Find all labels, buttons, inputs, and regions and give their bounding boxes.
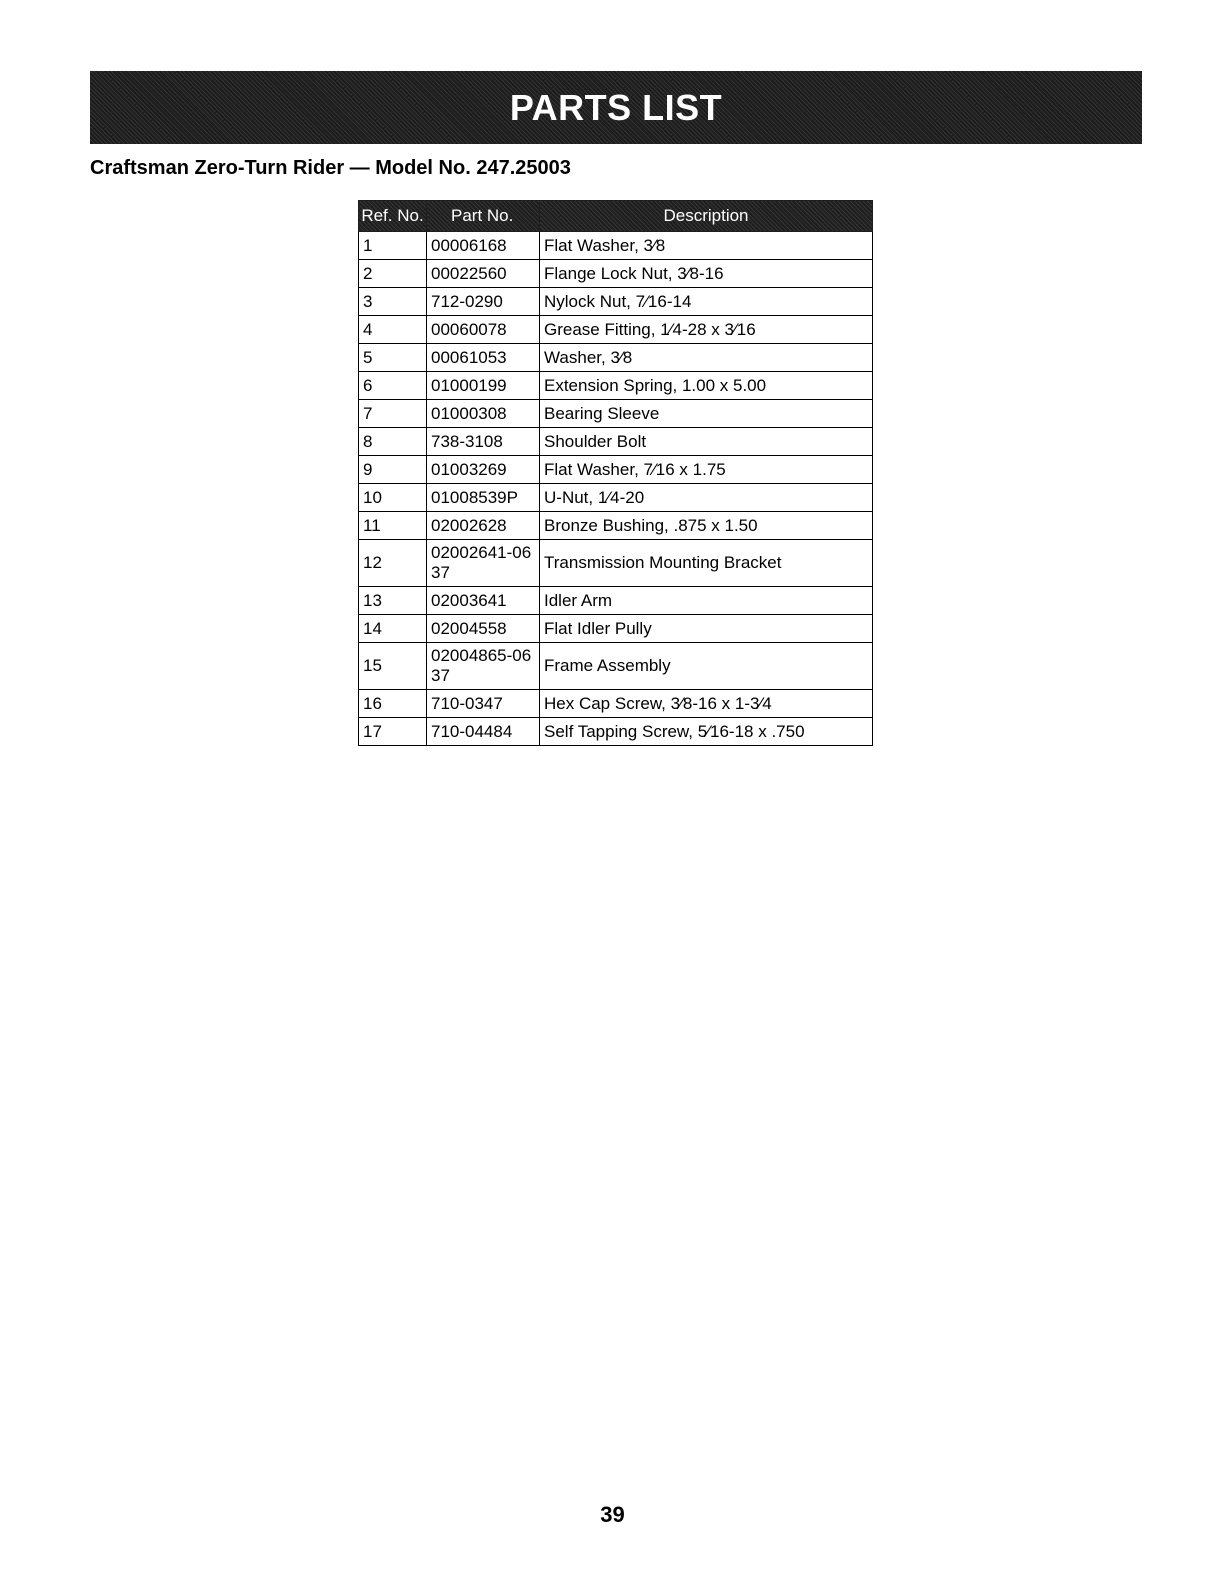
- description-cell: Frame Assembly: [540, 643, 873, 690]
- table-row: [359, 344, 873, 372]
- table-row: [359, 288, 873, 316]
- ref-no-cell: 15: [359, 643, 427, 690]
- ref-no-cell: 8: [359, 428, 427, 456]
- part-no-cell: 710-04484: [427, 718, 540, 746]
- description-cell: Self Tapping Screw, 5⁄16-18 x .750: [540, 718, 873, 746]
- parts-list-banner: [90, 71, 1142, 144]
- table-row: [359, 690, 873, 718]
- part-no-cell: 01003269: [427, 456, 540, 484]
- description-cell: Flat Washer, 7⁄16 x 1.75: [540, 456, 873, 484]
- table-row: [359, 316, 873, 344]
- table-row: [359, 232, 873, 260]
- page-title: PARTS LIST: [509, 86, 723, 128]
- table-row: [359, 456, 873, 484]
- ref-no-cell: 17: [359, 718, 427, 746]
- description-cell: Flat Washer, 3⁄8: [540, 232, 873, 260]
- table-row: [359, 372, 873, 400]
- part-no-cell: 00022560: [427, 260, 540, 288]
- description-cell: Bronze Bushing, .875 x 1.50: [540, 512, 873, 540]
- ref-no-cell: 11: [359, 512, 427, 540]
- part-no-cell: 712-0290: [427, 288, 540, 316]
- ref-no-cell: 3: [359, 288, 427, 316]
- table-row: [359, 260, 873, 288]
- column-header-part-no: Part No.: [427, 201, 540, 232]
- part-no-cell: 00060078: [427, 316, 540, 344]
- ref-no-cell: 5: [359, 344, 427, 372]
- part-no-cell: 02004558: [427, 615, 540, 643]
- description-cell: Transmission Mounting Bracket: [540, 540, 873, 587]
- ref-no-cell: 1: [359, 232, 427, 260]
- ref-no-cell: 14: [359, 615, 427, 643]
- part-no-cell: 02002641-0637: [427, 540, 540, 587]
- parts-table: [358, 200, 873, 746]
- description-cell: Idler Arm: [540, 587, 873, 615]
- description-cell: Flat Idler Pully: [540, 615, 873, 643]
- table-row: [359, 587, 873, 615]
- ref-no-cell: 9: [359, 456, 427, 484]
- description-cell: U-Nut, 1⁄4-20: [540, 484, 873, 512]
- model-subtitle: Craftsman Zero-Turn Rider — Model No. 247.25003: [90, 157, 571, 179]
- ref-no-cell: 4: [359, 316, 427, 344]
- part-no-cell: 01008539P: [427, 484, 540, 512]
- description-cell: Hex Cap Screw, 3⁄8-16 x 1-3⁄4: [540, 690, 873, 718]
- part-no-cell: 00061053: [427, 344, 540, 372]
- description-cell: Grease Fitting, 1⁄4-28 x 3⁄16: [540, 316, 873, 344]
- table-header-row: [359, 201, 873, 232]
- column-header-description: Description: [540, 201, 873, 232]
- part-no-cell: 02003641: [427, 587, 540, 615]
- description-cell: Flange Lock Nut, 3⁄8-16: [540, 260, 873, 288]
- ref-no-cell: 10: [359, 484, 427, 512]
- ref-no-cell: 13: [359, 587, 427, 615]
- description-cell: Bearing Sleeve: [540, 400, 873, 428]
- part-no-cell: 01000308: [427, 400, 540, 428]
- part-no-cell: 738-3108: [427, 428, 540, 456]
- part-no-cell: 01000199: [427, 372, 540, 400]
- table-row: [359, 428, 873, 456]
- column-header-ref-no: Ref. No.: [359, 201, 427, 232]
- part-no-cell: 02004865-0637: [427, 643, 540, 690]
- table-row: [359, 484, 873, 512]
- table-row: [359, 512, 873, 540]
- part-no-cell: 710-0347: [427, 690, 540, 718]
- part-no-cell: 00006168: [427, 232, 540, 260]
- page-number: 39: [600, 1502, 625, 1527]
- ref-no-cell: 2: [359, 260, 427, 288]
- ref-no-cell: 6: [359, 372, 427, 400]
- ref-no-cell: 12: [359, 540, 427, 587]
- table-row: [359, 718, 873, 746]
- description-cell: Washer, 3⁄8: [540, 344, 873, 372]
- description-cell: Extension Spring, 1.00 x 5.00: [540, 372, 873, 400]
- ref-no-cell: 16: [359, 690, 427, 718]
- description-cell: Shoulder Bolt: [540, 428, 873, 456]
- table-row: [359, 400, 873, 428]
- part-no-cell: 02002628: [427, 512, 540, 540]
- table-body: [359, 232, 873, 746]
- table-row: [359, 540, 873, 587]
- description-cell: Nylock Nut, 7⁄16-14: [540, 288, 873, 316]
- table-row: [359, 615, 873, 643]
- table-row: [359, 643, 873, 690]
- ref-no-cell: 7: [359, 400, 427, 428]
